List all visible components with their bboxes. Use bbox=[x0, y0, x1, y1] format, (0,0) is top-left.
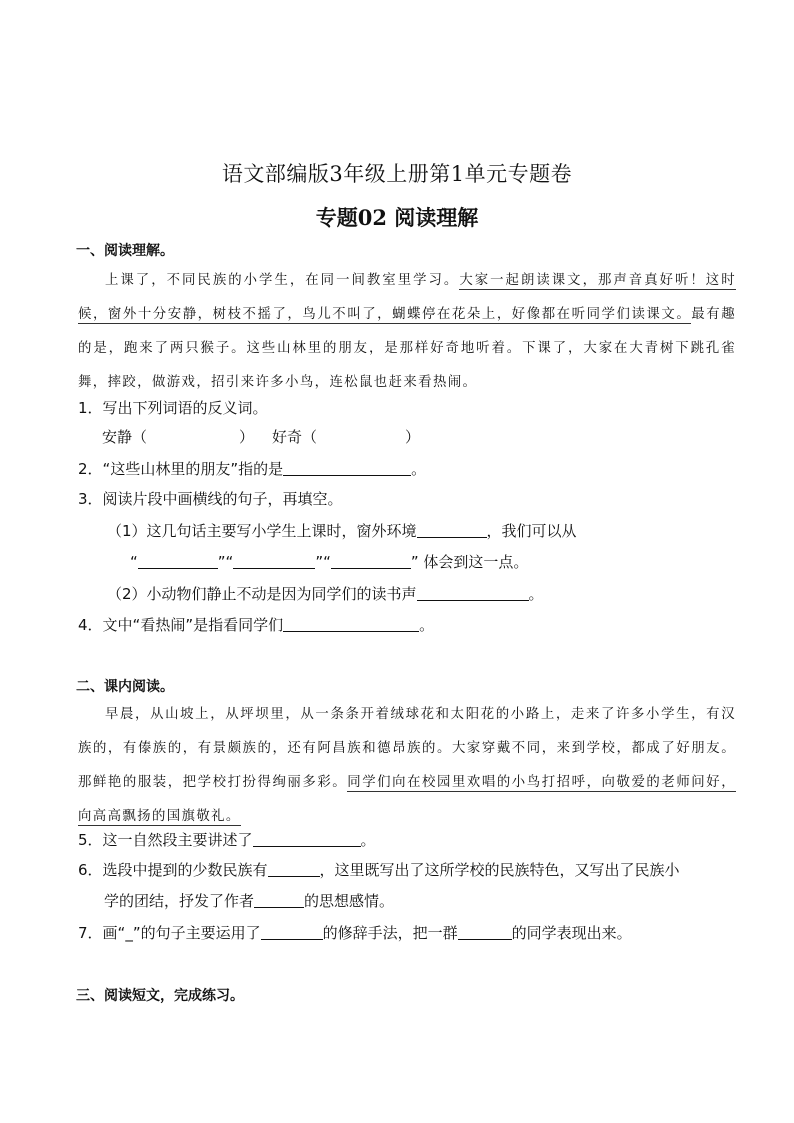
question-1-words: 安静（ ） 好奇（ ） bbox=[102, 428, 421, 446]
answer-blank[interactable] bbox=[138, 554, 218, 569]
section2-passage bbox=[78, 698, 736, 834]
question-4: 4．文中“看热闹”是指看同学们 。 bbox=[78, 616, 435, 634]
section1-passage bbox=[78, 264, 736, 400]
section3-heading: 三、阅读短文，完成练习。 bbox=[76, 988, 244, 1004]
question-5: 5．这一自然段主要讲述了 。 bbox=[78, 831, 376, 849]
section2-heading: 二、课内阅读。 bbox=[76, 679, 174, 695]
passage-text: 最有趣的是，跑来了两只猴子。这些山林里的朋友，是那样好奇地听着。下课了，大家在大青树下跳孔雀舞，摔跤，做游戏，招引来许多小鸟，连松鼠也赶来看热闹。 bbox=[78, 307, 736, 390]
answer-blank[interactable] bbox=[268, 862, 320, 877]
question-2: 2．“这些山林里的朋友”指的是 。 bbox=[78, 460, 427, 478]
question-3-1-quotes: “ ”“ ”“ ” 体会到这一点。 bbox=[130, 553, 529, 571]
document-title: 语文部编版3年级上册第1单元专题卷 bbox=[221, 162, 573, 186]
answer-blank[interactable] bbox=[458, 925, 512, 940]
document-subtitle: 专题02 阅读理解 bbox=[315, 205, 479, 230]
answer-blank[interactable] bbox=[283, 617, 419, 632]
passage-underlined-text: 大家一起朗读课文，那声音真好听！这时候，窗外十分安静，树枝不摇了，鸟儿不叫了，蝴蝶停在花朵上，好像都在听同学们读课文。 bbox=[78, 273, 737, 322]
answer-blank[interactable] bbox=[261, 925, 323, 940]
answer-blank[interactable] bbox=[283, 461, 411, 476]
question-6: 6．选段中提到的少数民族有 ，这里既写出了这所学校的民族特色，又写出了民族小 bbox=[78, 861, 680, 879]
question-1: 1．写出下列词语的反义词。 bbox=[78, 399, 268, 417]
passage-text: 早晨，从山坡上，从坪坝里，从一条条开着绒球花和太阳花的小路上，走来了许多小学生，有汉族的，有傣族的，有景颇族的，还有阿昌族和德昂族的。大家穿戴不同，来到学校，都成了好朋友。那鲜艳的服装，把学校打扮得绚丽多彩。 bbox=[78, 707, 736, 790]
answer-blank[interactable] bbox=[254, 893, 304, 908]
answer-blank[interactable] bbox=[331, 554, 411, 569]
question-3-2: （2）小动物们静止不动是因为同学们的读书声 。 bbox=[107, 585, 544, 603]
section1-heading: 一、阅读理解。 bbox=[76, 243, 174, 259]
question-7: 7．画“_”的句子主要运用了 的修辞手法，把一群 的同学表现出来。 bbox=[78, 924, 632, 942]
answer-blank[interactable] bbox=[417, 523, 487, 538]
answer-blank[interactable] bbox=[233, 554, 315, 569]
answer-blank[interactable] bbox=[253, 832, 361, 847]
answer-blank[interactable] bbox=[417, 586, 529, 601]
passage-underlined-text: 同学们向在校园里欢唱的小鸟打招呼，向敬爱的老师问好，向高高飘扬的国旗敬礼。 bbox=[78, 775, 736, 824]
question-3: 3．阅读片段中画横线的句子，再填空。 bbox=[78, 490, 343, 508]
passage-text: 上课了，不同民族的小学生，在同一间教室里学习。 bbox=[105, 273, 460, 288]
question-3-1: （1）这几句话主要写小学生上课时，窗外环境 ，我们可以从 bbox=[107, 522, 577, 540]
question-6-line2: 学的团结，抒发了作者 的思想感情。 bbox=[104, 892, 395, 910]
